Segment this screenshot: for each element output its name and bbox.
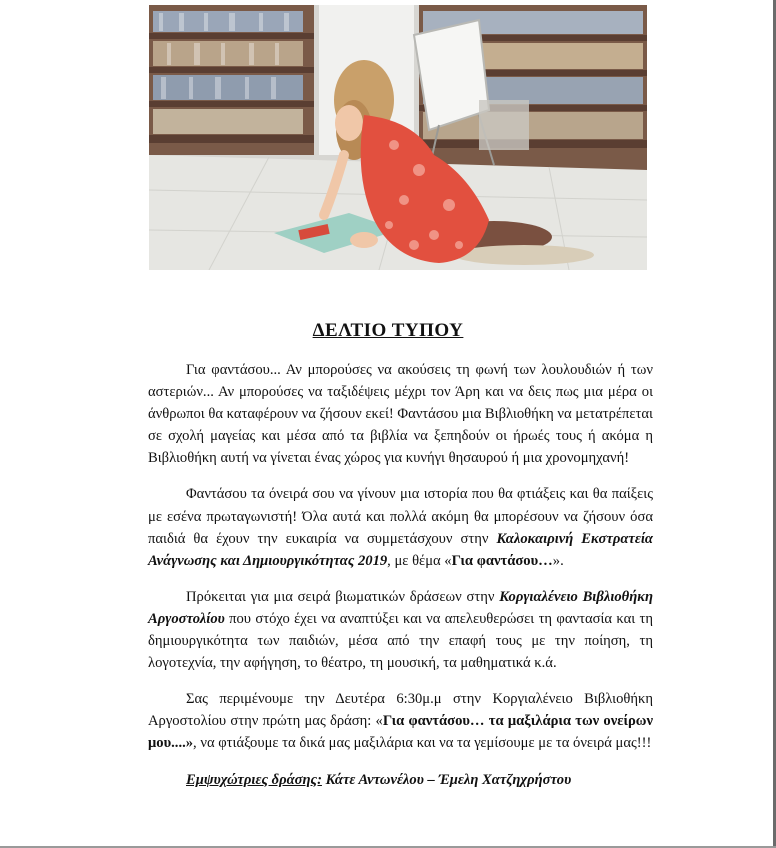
campaign-text-b: , με θέμα «	[387, 552, 452, 569]
credits-names: Κάτε Αντωνέλου – Έμελη Χατζηχρήστου	[321, 771, 572, 788]
paragraph-event	[148, 688, 653, 754]
paragraph-credits	[148, 769, 653, 791]
event-text-a: Σας περιμένουμε την Δευτέρα 6:30μ.μ στην Κοργιαλένειο Βιβλιοθήκη Αργοστολίου στην πρώτη μας δράση: «	[148, 691, 653, 730]
credits-label: Εμψυχώτριες δράσης:	[186, 771, 322, 788]
page-title: ΔΕΛΤΙΟ ΤΥΠΟΥ	[312, 320, 464, 341]
activities-text-b: που στόχο έχει να αναπτύξει και να απελευθερώσει τη φαντασία και τη δημιουργικότητα των παιδιών, μέσα από την επαφή τους με την ποίηση, τη λογοτεχνία, την αφήγηση, το θέατρο, τη μουσική, τα μαθηματικά κ.ά.	[148, 610, 653, 672]
campaign-theme: Για φαντάσου…	[451, 552, 553, 569]
campaign-name: Καλοκαιρινή Εκστρατεία Ανάγνωσης και Δημιουργικότητας 2019	[148, 530, 653, 569]
campaign-text-a: Φαντάσου τα όνειρά σου να γίνουν μια ιστορία που θα φτιάξεις και θα παίξεις με εσένα πρωταγωνιστή! Όλα αυτά και πολλά ακόμη θα μπορέσουν να ζήσουν όσα παιδιά θα έχουν την ευκαιρία να συμμετάσχουν στην	[148, 486, 653, 547]
press-release-body	[148, 359, 653, 805]
paragraph-intro: Για φαντάσου... Αν μπορούσες να ακούσεις τη φωνή των λουλουδιών ή των αστεριών... Αν μπορούσες να ταξιδέψεις μέχρι τον Άρη και να δεις πως μια μέρα οι άνθρωποι θα καταφέρουν να ζήσουν εκεί! Φαντάσου μια Βιβλιοθήκη να μετατρέπεται σε σχολή μαγείας και μέσα από τα βιβλία να ξεπηδούν οι ήρωές τους ή ακόμα η Βιβλιοθήκη αυτή να γίνεται ένας χώρος για κυνήγι θησαυρού ή μια χρονομηχανή!	[148, 362, 653, 467]
event-name: Για φαντάσου… τα μαξιλάρια των ονείρων μου....»	[148, 713, 653, 752]
header-photo	[149, 5, 647, 270]
paragraph-activities	[148, 586, 653, 674]
library-name: Κοργιαλένειο Βιβλιοθήκη Αργοστολίου	[148, 588, 653, 627]
paragraph-campaign	[148, 483, 653, 571]
library-girl-illustration	[149, 5, 647, 270]
campaign-text-c: ».	[552, 552, 564, 569]
activities-text-a: Πρόκειται για μια σειρά βιωματικών δράσεων στην	[186, 588, 500, 605]
event-text-b: , να φτιάξουμε τα δικά μας μαξιλάρια και να τα γεμίσουμε με τα όνειρά μας!!!	[193, 735, 652, 752]
